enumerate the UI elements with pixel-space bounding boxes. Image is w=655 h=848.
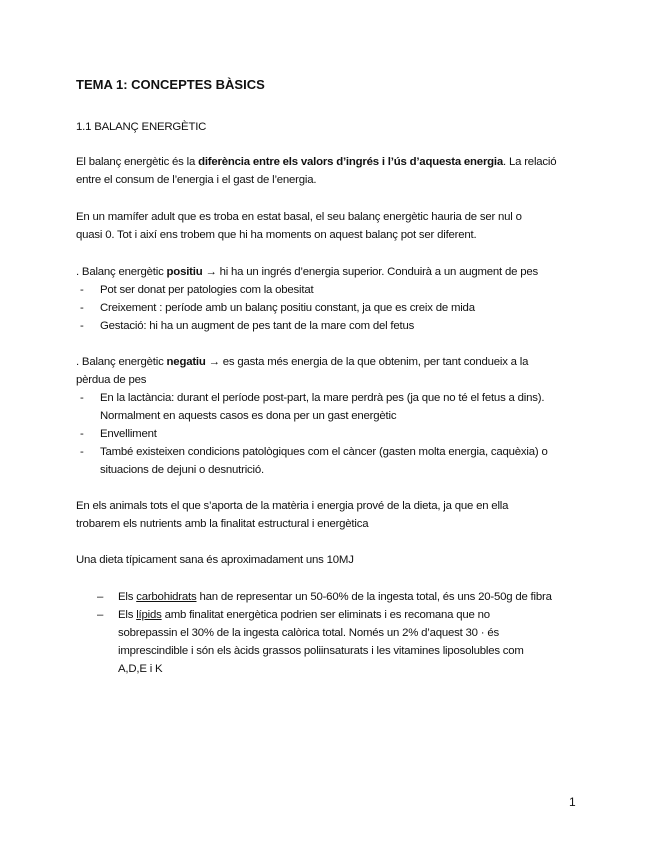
document-title: TEMA 1: CONCEPTES BÀSICS xyxy=(76,77,265,92)
bullet-endash: – xyxy=(97,591,104,603)
list-item: També existeixen condicions patològiques com el càncer (gasten molta energia, caquèxia) o xyxy=(100,446,548,458)
list-item: Pot ser donat per patologies com la obesitat xyxy=(100,284,314,296)
list-item: Els carbohidrats han de representar un 50-60% de la ingesta total, és uns 20-50g de fibra xyxy=(118,591,552,603)
paragraph-line: En els animals tots el que s’aporta de la matèria i energia prové de la dieta, ja que en ella xyxy=(76,500,509,512)
paragraph-line: quasi 0. Tot i així ens trobem que hi ha moments on aquest balanç pot ser diferent. xyxy=(76,229,477,241)
list-item: Gestació: hi ha un augment de pes tant de la mare com del fetus xyxy=(100,320,415,332)
paragraph-line: entre el consum de l’energia i el gast de l’energia. xyxy=(76,174,317,186)
list-item-continuation: sobrepassin el 30% de la ingesta calòrica total. Només un 2% d’aquest 30 · és xyxy=(118,627,499,639)
list-item: Els lípids amb finalitat energètica podrien ser eliminats i es recomana que no xyxy=(118,609,490,621)
section-heading: 1.1 BALANÇ ENERGÈTIC xyxy=(76,121,207,133)
bullet-dash: - xyxy=(80,302,84,314)
list-item-continuation: situacions de dejuni o desnutrició. xyxy=(100,464,264,476)
list-item: En la lactància: durant el període post-part, la mare perdrà pes (ja que no té el fetus a dins). xyxy=(100,392,545,404)
bullet-endash: – xyxy=(97,609,104,621)
paragraph-line: El balanç energètic és la diferència entre els valors d’ingrés i l’ús d’aquesta energia. La relació xyxy=(76,156,557,168)
list-item-continuation: imprescindible i són els àcids grassos poliinsaturats i les vitamines liposolubles com xyxy=(118,645,524,657)
positive-balance-line: . Balanç energètic positiu → hi ha un ingrés d’energia superior. Conduirà a un augment de pes xyxy=(76,266,538,278)
negative-balance-line: . Balanç energètic negatiu → es gasta més energia de la que obtenim, per tant condueix a la xyxy=(76,356,529,368)
bullet-dash: - xyxy=(80,428,84,440)
bullet-dash: - xyxy=(80,392,84,404)
page-number: 1 xyxy=(569,795,576,809)
paragraph-line: Una dieta típicament sana és aproximadament uns 10MJ xyxy=(76,554,354,566)
list-item-continuation: A,D,E i K xyxy=(118,663,163,675)
bullet-dash: - xyxy=(80,446,84,458)
paragraph-line: trobarem els nutrients amb la finalitat estructural i energètica xyxy=(76,518,369,530)
list-item: Envelliment xyxy=(100,428,157,440)
bullet-dash: - xyxy=(80,320,84,332)
list-item: Creixement : període amb un balanç positiu constant, ja que es creix de mida xyxy=(100,302,475,314)
list-item-continuation: Normalment en aquests casos es dona per un gast energètic xyxy=(100,410,397,422)
paragraph-line: pèrdua de pes xyxy=(76,374,147,386)
bullet-dash: - xyxy=(80,284,84,296)
paragraph-line: En un mamífer adult que es troba en estat basal, el seu balanç energètic hauria de ser nul o xyxy=(76,211,522,223)
